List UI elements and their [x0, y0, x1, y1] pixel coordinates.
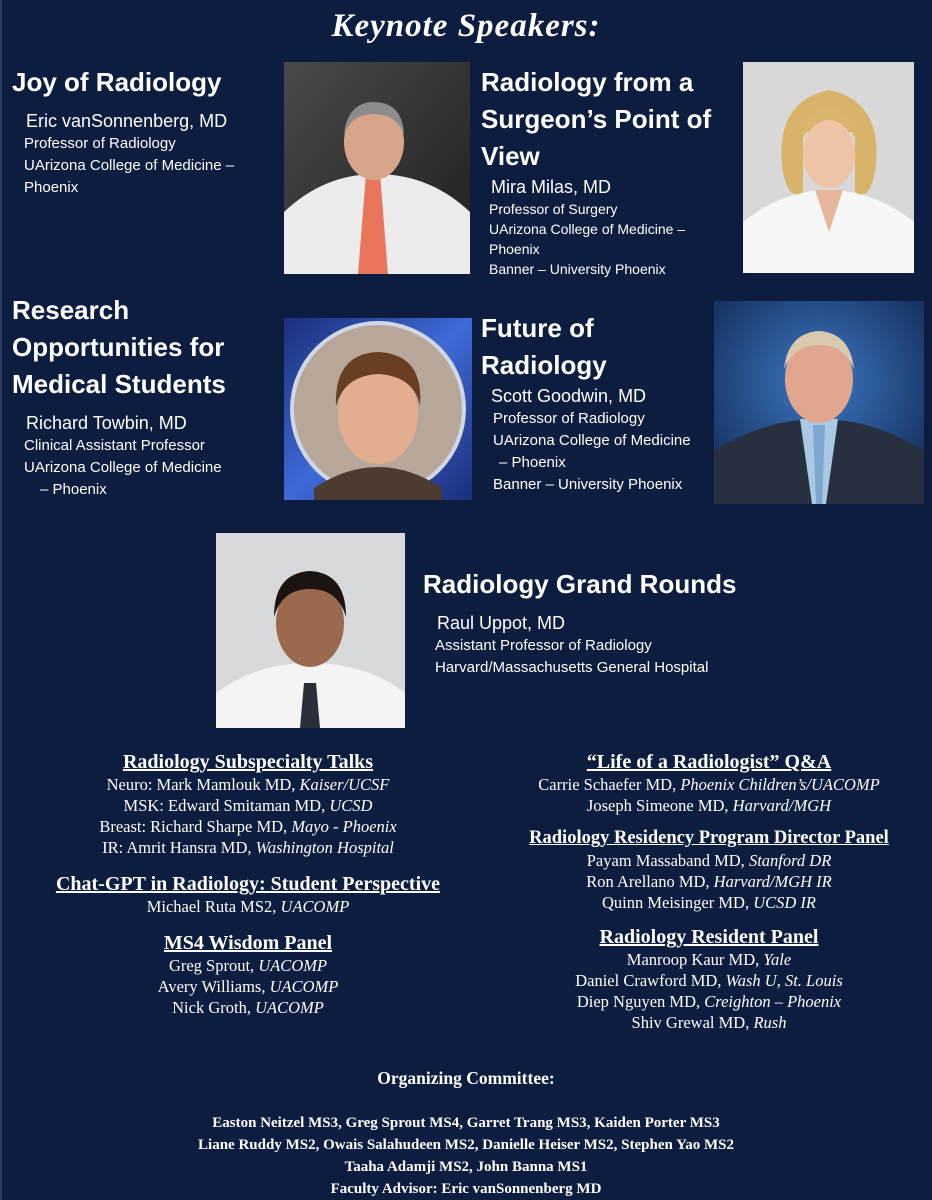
keynote-1 — [12, 64, 277, 199]
speaker-photo — [714, 301, 924, 504]
speaker-detail: Clinical Assistant Professor — [24, 437, 205, 454]
speaker-name: Scott Goodwin, MD — [491, 386, 647, 406]
session-resident-panel — [490, 925, 928, 1033]
keynote-3 — [12, 292, 280, 501]
session-line: Ron Arellano MD, Harvard/MGH IR — [586, 872, 832, 891]
speaker-detail: UArizona College of Medicine — [493, 432, 691, 449]
session-line: MSK: Edward Smitaman MD, UCSD — [123, 796, 373, 815]
keynote-5 — [423, 566, 843, 679]
session-heading: Radiology Resident Panel — [599, 926, 819, 948]
talk-title-line: Surgeon’s Point of — [481, 104, 712, 134]
session-ms4-panel — [18, 931, 478, 1018]
session-line: Neuro: Mark Mamlouk MD, Kaiser/UCSF — [106, 775, 390, 794]
talk-title-line: Medical Students — [12, 369, 226, 399]
speaker-detail: Phoenix — [489, 241, 540, 257]
keynote-4 — [481, 310, 721, 496]
session-heading: MS4 Wisdom Panel — [163, 932, 333, 954]
speaker-detail: Professor of Surgery — [489, 201, 618, 217]
speaker-detail: UArizona College of Medicine – — [489, 221, 686, 237]
talk-title-line: Research — [12, 295, 130, 325]
speaker-photo — [743, 62, 914, 273]
talk-title: Radiology Grand Rounds — [423, 569, 737, 599]
session-line: Daniel Crawford MD, Wash U, St. Louis — [575, 971, 843, 990]
talk-title-line: Opportunities for — [12, 332, 225, 362]
session-line: Joseph Simeone MD, Harvard/MGH — [586, 796, 832, 815]
session-line: Carrie Schaefer MD, Phoenix Children’s/UACOMP — [538, 775, 880, 794]
talk-title-line: View — [481, 141, 540, 171]
talk-title-line: Radiology — [481, 350, 607, 380]
speaker-detail: Banner – University Phoenix — [493, 476, 683, 493]
session-heading: “Life of a Radiologist” Q&A — [586, 751, 832, 773]
session-life-qa — [490, 750, 928, 816]
session-heading: Chat-GPT in Radiology: Student Perspective — [55, 873, 441, 895]
speaker-photo — [216, 533, 405, 728]
speaker-detail: – Phoenix — [40, 481, 107, 498]
talk-title: Joy of Radiology — [12, 67, 222, 97]
speaker-name: Richard Towbin, MD — [26, 413, 187, 433]
keynote-2 — [481, 64, 736, 279]
session-line: Michael Ruta MS2, UACOMP — [146, 897, 350, 916]
session-line: Nick Groth, UACOMP — [172, 998, 324, 1017]
committee-line: Taaha Adamji MS2, John Banna MS1 — [344, 1159, 588, 1175]
speaker-name: Raul Uppot, MD — [437, 613, 566, 633]
session-subspecialty — [18, 750, 478, 858]
speaker-detail: Professor of Radiology — [493, 410, 645, 427]
session-line: Shiv Grewal MD, Rush — [631, 1013, 787, 1032]
speaker-detail: Professor of Radiology — [24, 135, 176, 152]
session-chatgpt — [18, 872, 478, 917]
speaker-detail: Phoenix — [24, 179, 79, 196]
speaker-name: Eric vanSonnenberg, MD — [26, 111, 228, 131]
session-line: IR: Amrit Hansra MD, Washington Hospital — [102, 838, 394, 857]
speaker-detail: UArizona College of Medicine – — [24, 157, 235, 174]
session-line: Diep Nguyen MD, Creighton – Phoenix — [576, 992, 842, 1011]
speaker-detail: Banner – University Phoenix — [489, 261, 666, 277]
speaker-detail: Assistant Professor of Radiology — [435, 637, 652, 654]
speaker-name: Mira Milas, MD — [491, 177, 611, 197]
session-line: Manroop Kaur MD, Yale — [626, 950, 792, 969]
speaker-detail: Harvard/Massachusetts General Hospital — [435, 659, 709, 676]
committee-line: Easton Neitzel MS3, Greg Sprout MS4, Garret Trang MS3, Kaiden Porter MS3 — [212, 1115, 720, 1131]
speaker-photo — [284, 62, 470, 274]
faculty-advisor: Faculty Advisor: Eric vanSonnenberg MD — [330, 1181, 602, 1197]
committee-heading: Organizing Committee: — [377, 1068, 555, 1088]
session-line: Greg Sprout, UACOMP — [168, 956, 328, 975]
talk-title-line: Radiology from a — [481, 67, 694, 97]
speaker-detail: – Phoenix — [499, 454, 566, 471]
session-line: Quinn Meisinger MD, UCSD IR — [601, 893, 817, 912]
session-line: Payam Massaband MD, Stanford DR — [586, 851, 832, 870]
talk-title-line: Future of — [481, 313, 594, 343]
session-heading: Radiology Residency Program Director Panel — [529, 828, 889, 848]
session-line: Avery Williams, UACOMP — [157, 977, 339, 996]
left-sessions — [18, 750, 478, 1018]
speaker-detail: UArizona College of Medicine — [24, 459, 222, 476]
session-heading: Radiology Subspecialty Talks — [122, 751, 374, 773]
right-sessions — [490, 750, 928, 1033]
session-line: Breast: Richard Sharpe MD, Mayo - Phoenix — [99, 817, 397, 836]
committee-line: Liane Ruddy MS2, Owais Salahudeen MS2, Danielle Heiser MS2, Stephen Yao MS2 — [198, 1137, 734, 1153]
speaker-photo — [284, 318, 472, 500]
poster-title: Keynote Speakers: — [331, 8, 601, 44]
session-pd-panel — [490, 826, 928, 913]
committee-list — [0, 1112, 932, 1200]
